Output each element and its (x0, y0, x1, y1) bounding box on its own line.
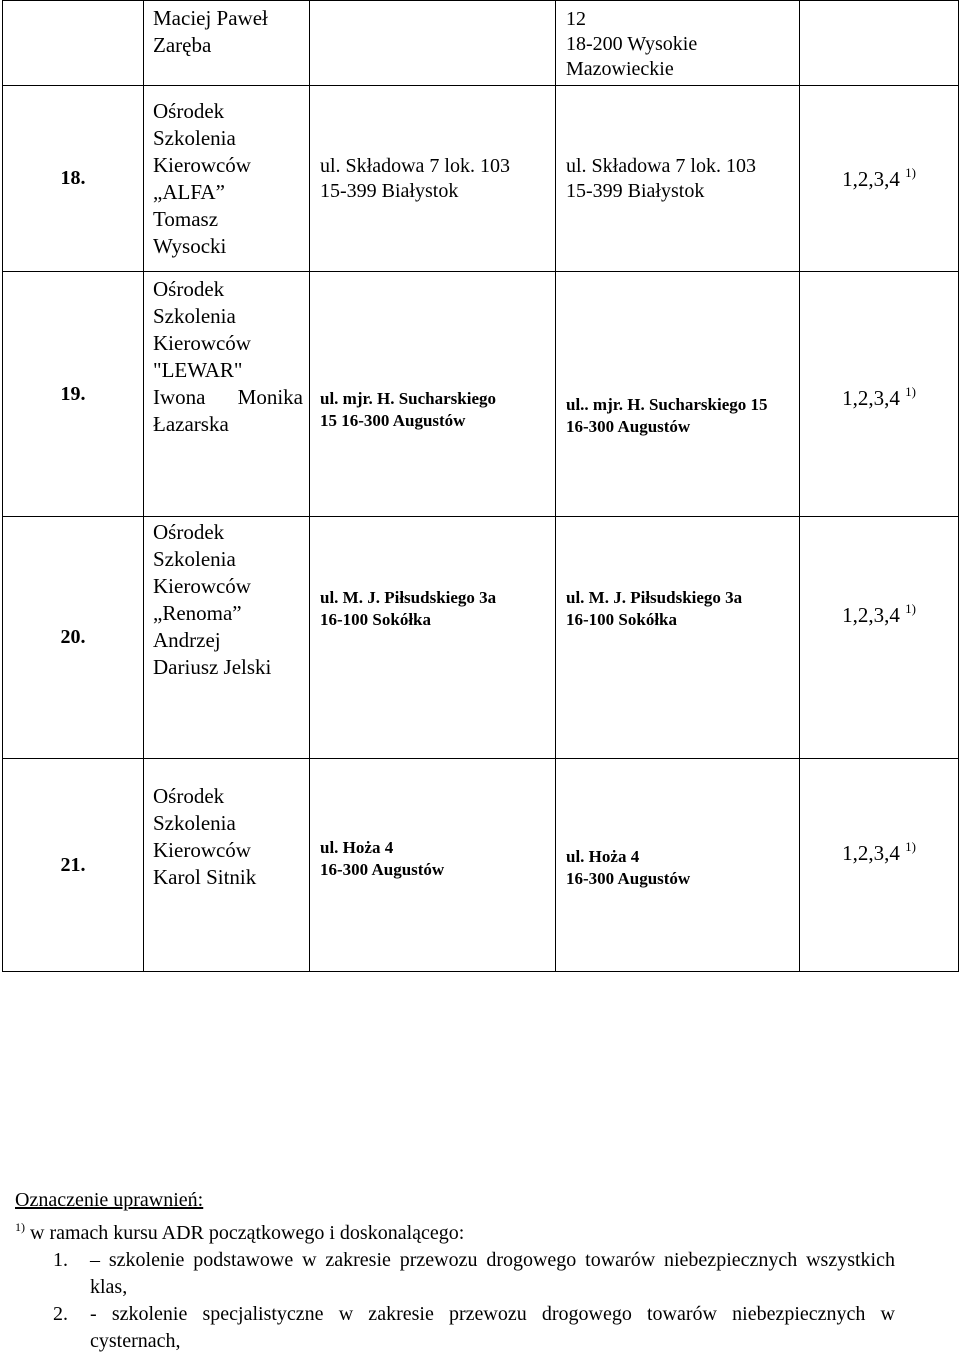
row-number (3, 1, 144, 86)
footnote-ref: 1) (905, 165, 916, 180)
classes-address: ul. Hoża 4 16-300 Augustów (556, 759, 800, 972)
classes-address: ul.. mjr. H. Sucharskiego 15 16-300 Augustów (556, 272, 800, 517)
table-row (3, 272, 959, 517)
center-address: ul. Składowa 7 lok. 103 15-399 Białystok (310, 86, 556, 272)
row-number: 19. (3, 272, 144, 517)
legend-list (15, 1247, 895, 1355)
center-name: Ośrodek Szkolenia Kierowców "LEWAR" Iwona Monika Łazarska (144, 272, 310, 517)
classes-address: 12 18-200 Wysokie Mazowieckie (556, 1, 800, 86)
center-name: Ośrodek Szkolenia Kierowców „Renoma” Andrzej Dariusz Jelski (144, 517, 310, 759)
table-row (3, 86, 959, 272)
certificates: 1,2,3,4 $^{1)}$ (800, 272, 959, 517)
center-address: ul. Hoża 4 16-300 Augustów (310, 759, 556, 972)
list-item (15, 1247, 895, 1301)
row-number: 18. (3, 86, 144, 272)
table-row (3, 517, 959, 759)
center-address: ul. mjr. H. Sucharskiego 15 16-300 Augustów (310, 272, 556, 517)
footnote-ref: 1) (905, 601, 916, 616)
legend-title: Oznaczenie uprawnień: (15, 1189, 204, 1211)
certificates (800, 1, 959, 86)
row-number: 20. (3, 517, 144, 759)
table-row (3, 759, 959, 972)
list-item-text: - szkolenie specjalistyczne w zakresie przewozu drogowego towarów niebezpiecznych w cysternach, (90, 1303, 895, 1352)
center-address (310, 1, 556, 86)
center-name: Ośrodek Szkolenia Kierowców „ALFA” Tomasz Wysocki (144, 86, 310, 272)
classes-address: ul. M. J. Piłsudskiego 3a 16-100 Sokółka (556, 517, 800, 759)
certificates: 1,2,3,4 $^{1)}$ (800, 759, 959, 972)
training-centers-table (2, 0, 959, 972)
footnote-ref: 1) (905, 384, 916, 399)
legend-intro: $^{1)}$ w ramach kursu ADR początkowego i doskonalącego: (15, 1220, 465, 1244)
center-name: Ośrodek Szkolenia Kierowców Karol Sitnik (144, 759, 310, 972)
classes-address: ul. Składowa 7 lok. 103 15-399 Białystok (556, 86, 800, 272)
certificates: 1,2,3,4 $^{1)}$ (800, 517, 959, 759)
list-item-number: 2. (53, 1303, 68, 1325)
footnote-ref: 1) (905, 839, 916, 854)
legend (15, 1187, 895, 1355)
list-item-text: – szkolenie podstawowe w zakresie przewozu drogowego towarów niebezpiecznych wszystkich klas, (90, 1249, 895, 1298)
table-row (3, 1, 959, 86)
footnote-ref: 1) (15, 1220, 25, 1234)
list-item-number: 1. (53, 1249, 68, 1271)
row-number: 21. (3, 759, 144, 972)
certificates: 1,2,3,4 $^{1)}$ (800, 86, 959, 272)
center-address: ul. M. J. Piłsudskiego 3a 16-100 Sokółka (310, 517, 556, 759)
center-name: Maciej Paweł Zaręba (144, 1, 310, 86)
